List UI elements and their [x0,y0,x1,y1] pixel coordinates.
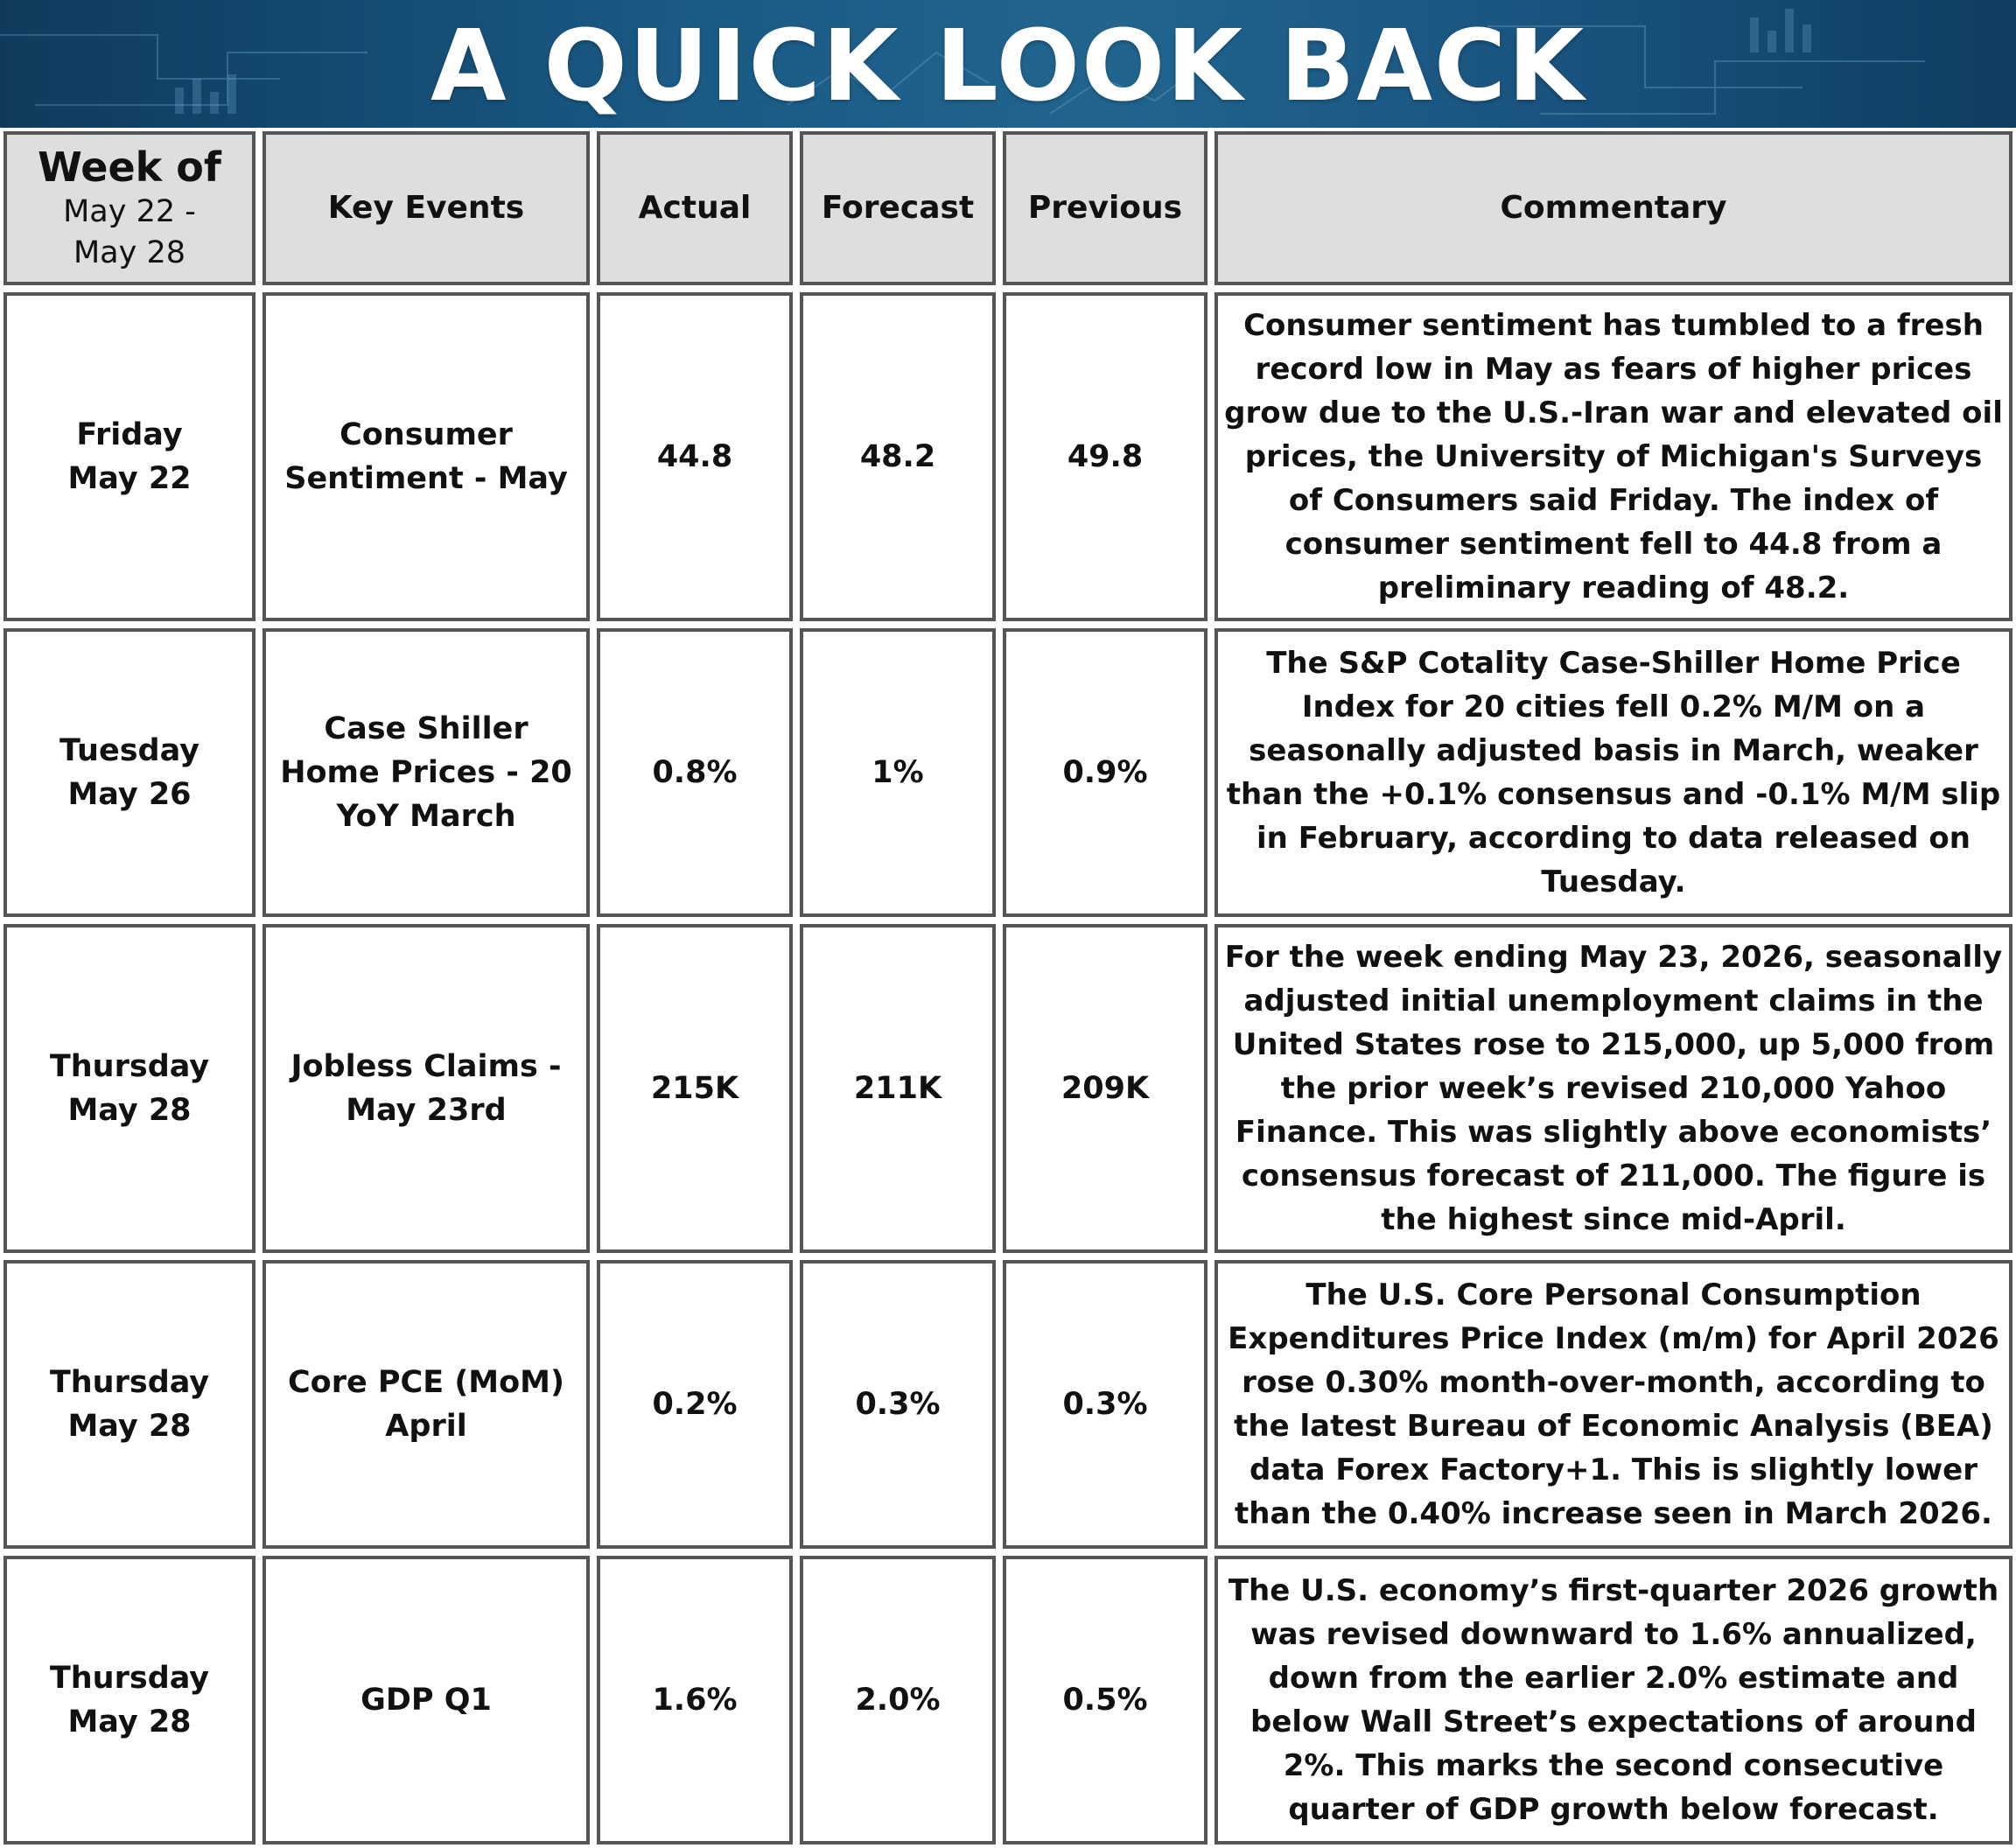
row-event: Core PCE (MoM) April [262,1260,590,1549]
row-previous: 209K [1003,924,1208,1253]
row-date: May 22 [67,461,192,496]
row-forecast: 1% [800,628,996,917]
row-previous: 49.8 [1003,292,1208,621]
row-day: Thursday [49,1661,210,1696]
row-event: Jobless Claims - May 23rd [262,924,590,1253]
row-day: Thursday [49,1365,210,1400]
row-forecast: 2.0% [800,1556,996,1844]
row-date-cell [4,1556,256,1844]
row-day: Friday [76,417,183,452]
row-event: GDP Q1 [262,1556,590,1844]
row-commentary: For the week ending May 23, 2026, seasonally adjusted initial unemployment claims in the United States rose to 215,000, up 5,000 from the prior week’s revised 210,000 Yahoo Finance. This was slightly above economists’ consensus forecast of 211,000. The figure is the highest since mid-April. [1214,924,2012,1253]
page-title: A QUICK LOOK BACK [430,10,1586,123]
row-date: May 28 [67,1409,192,1444]
row-actual: 0.8% [597,628,793,917]
row-day: Thursday [49,1049,210,1084]
header-commentary: Commentary [1214,131,2012,285]
row-commentary: The S&P Cotality Case-Shiller Home Price Index for 20 cities fell 0.2% M/M on a seasonally adjusted basis in March, weaker than the +0.1% consensus and -0.1% M/M slip in February, according to data released on Tuesday. [1214,628,2012,917]
row-date: May 26 [67,777,192,812]
row-previous: 0.3% [1003,1260,1208,1549]
row-previous: 0.5% [1003,1556,1208,1844]
row-day: Tuesday [60,733,200,768]
header-key-events: Key Events [262,131,590,285]
row-commentary: The U.S. Core Personal Consumption Expenditures Price Index (m/m) for April 2026 rose 0.30% month-over-month, according to the latest Bureau of Economic Analysis (BEA) data Forex Factory+1. This is slightly lower than the 0.40% increase seen in March 2026. [1214,1260,2012,1549]
header-week-of [4,131,256,285]
row-forecast: 211K [800,924,996,1253]
week-range-start: May 22 - [63,194,196,229]
row-actual: 0.2% [597,1260,793,1549]
week-of-label: Week of [38,144,221,191]
row-forecast: 48.2 [800,292,996,621]
row-actual: 215K [597,924,793,1253]
row-previous: 0.9% [1003,628,1208,917]
row-forecast: 0.3% [800,1260,996,1549]
row-event: Case Shiller Home Prices - 20 YoY March [262,628,590,917]
row-actual: 1.6% [597,1556,793,1844]
row-actual: 44.8 [597,292,793,621]
week-range-end: May 28 [73,235,186,270]
row-date-cell [4,1260,256,1549]
title-banner [0,0,2016,128]
row-commentary: Consumer sentiment has tumbled to a fresh record low in May as fears of higher prices grow due to the U.S.-Iran war and elevated oil prices, the University of Michigan's Surveys of Consumers said Friday. The index of consumer sentiment fell to 44.8 from a preliminary reading of 48.2. [1214,292,2012,621]
row-date-cell [4,924,256,1253]
economic-events-table [0,128,2016,1848]
row-date: May 28 [67,1704,192,1740]
header-forecast: Forecast [800,131,996,285]
row-event: Consumer Sentiment - May [262,292,590,621]
header-actual: Actual [597,131,793,285]
row-date: May 28 [67,1093,192,1128]
row-date-cell [4,292,256,621]
row-commentary: The U.S. economy’s first-quarter 2026 growth was revised downward to 1.6% annualized, down from the earlier 2.0% estimate and below Wall Street’s expectations of around 2%. This marks the second consecutive quarter of GDP growth below forecast. [1214,1556,2012,1844]
header-previous: Previous [1003,131,1208,285]
row-date-cell [4,628,256,917]
